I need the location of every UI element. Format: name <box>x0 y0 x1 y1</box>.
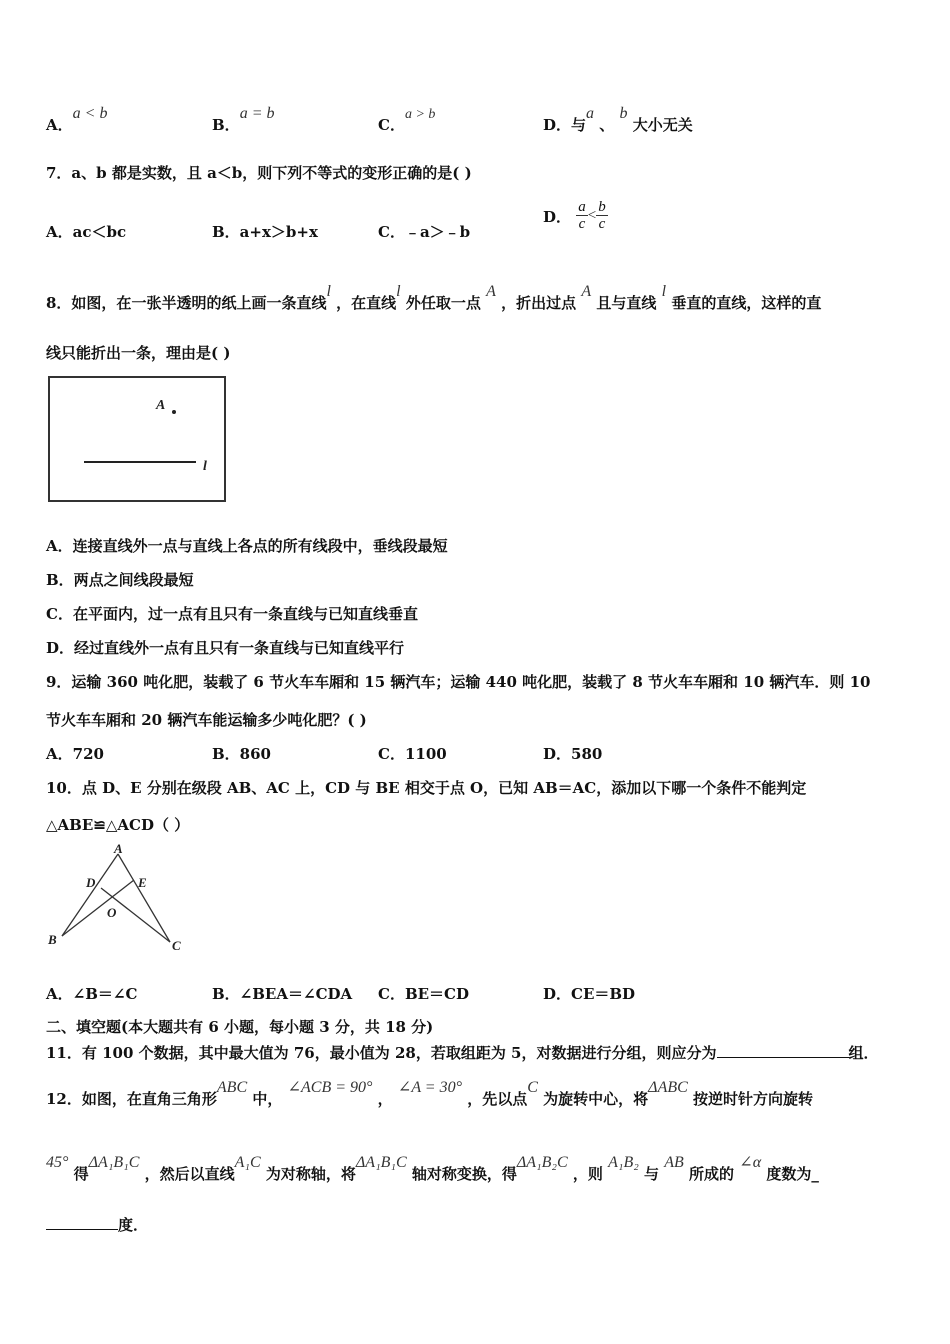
q10-option-d: D．CE＝BD <box>543 985 636 1003</box>
math-expr: ∠A = 30° <box>397 1079 462 1096</box>
math-expr: a < b <box>72 105 108 122</box>
label-a: A <box>114 842 123 856</box>
option-label: D．与 <box>543 116 587 134</box>
q6-option-a <box>46 105 108 135</box>
text: 度数为_ <box>766 1165 819 1183</box>
denominator: c <box>598 216 606 232</box>
math-expr: a > b <box>404 107 436 122</box>
math-var: A <box>486 283 496 300</box>
paper-border <box>49 377 225 501</box>
point-a <box>172 410 176 414</box>
label-b: B <box>48 932 57 947</box>
text: 与 <box>644 1165 660 1183</box>
q8-stem-line1 <box>46 283 822 313</box>
option-label: D． <box>543 207 572 226</box>
option-tail: 大小无关 <box>632 116 693 134</box>
line-l-label: l <box>203 459 207 474</box>
label-d: D <box>86 875 96 890</box>
math-expr: ΔA₁B₂C <box>516 1154 568 1171</box>
q12-stem-line1 <box>46 1079 814 1109</box>
label-o: O <box>107 905 117 920</box>
math-expr: AB <box>664 1154 684 1171</box>
text: 12．如图，在直角三角形 <box>46 1090 217 1108</box>
q8-option-a: A．连接直线外一点与直线上各点的所有线段中，垂线段最短 <box>46 537 448 555</box>
math-var: l <box>661 283 667 300</box>
fraction <box>576 199 588 232</box>
math-expr: ΔA₁B₁C <box>88 1154 140 1171</box>
text: 8．如图，在一张半透明的纸上画一条直线 <box>46 294 327 312</box>
text: 得 <box>73 1165 89 1183</box>
q9-option-a: A．720 <box>46 745 104 763</box>
answer-blank[interactable] <box>717 1043 849 1058</box>
q10-stem-line1: 10．点 D、E 分别在级段 AB、AC 上，CD 与 BE 相交于点 O，已知 AB＝AC，添加以下哪一个条件不能判定 <box>46 779 807 797</box>
operator: < <box>587 207 597 224</box>
label-c: C <box>172 938 181 953</box>
q9-stem-line1: 9．运输 360 吨化肥，装载了 6 节火车车厢和 15 辆汽车；运输 440 吨化肥，装载了 8 节火车车厢和 10 辆汽车．则 10 <box>46 673 871 691</box>
q12-stem-line3 <box>46 1214 148 1235</box>
text: 垂直的直线，这样的直 <box>671 294 822 312</box>
q12-stem-line2 <box>46 1154 819 1184</box>
text: ，则 <box>572 1165 603 1183</box>
q10-option-b: B．∠BEA＝∠CDA <box>212 985 353 1003</box>
q9-option-c: C．1100 <box>378 745 447 763</box>
math-var: a <box>586 105 595 122</box>
section-heading: 二、填空题(本大题共有 6 小题，每小题 3 分，共 18 分) <box>46 1018 434 1036</box>
denominator: c <box>578 216 586 232</box>
text: ，在直线 <box>336 294 397 312</box>
text: 为旋转中心，将 <box>543 1090 649 1108</box>
q7-option-c: C．﹣a＞﹣b <box>378 223 471 241</box>
text: 轴对称变换，得 <box>411 1165 517 1183</box>
text: 外任取一点 <box>405 294 481 312</box>
text: 为对称轴，将 <box>265 1165 356 1183</box>
q8-option-d: D．经过直线外一点有且只有一条直线与已知直线平行 <box>46 639 405 657</box>
q11-stem <box>46 1042 879 1063</box>
text: 中， <box>252 1090 283 1108</box>
q9-stem-line2: 节火车车厢和 20 辆汽车能运输多少吨化肥？( ) <box>46 711 367 729</box>
text: 11．有 100 个数据，其中最大值为 76，最小值为 28，若取组距为 5，对数据进行分组，则应分为 <box>46 1044 717 1062</box>
q7-option-a: A．ac＜bc <box>46 223 127 241</box>
math-expr: 45° <box>46 1154 69 1171</box>
text: ，折出过点 <box>501 294 577 312</box>
segment-be <box>62 880 134 936</box>
q7-option-d <box>543 199 608 232</box>
text: ， <box>377 1090 393 1108</box>
q10-figure <box>46 842 186 954</box>
math-expr: ΔABC <box>648 1079 688 1096</box>
q8-option-c: C．在平面内，过一点有且只有一条直线与已知直线垂直 <box>46 605 418 623</box>
math-var: b <box>619 105 628 122</box>
q8-option-b: B．两点之间线段最短 <box>46 571 194 589</box>
q8-stem-line2: 线只能折出一条，理由是( ) <box>46 344 231 362</box>
q10-stem-line2: △ABE≌△ACD（ ） <box>46 816 190 834</box>
q7-option-b: B．a+x＞b+x <box>212 223 318 241</box>
q9-option-b: B．860 <box>212 745 271 763</box>
q6-option-b <box>212 105 275 135</box>
separator: 、 <box>599 116 615 134</box>
text: 度． <box>118 1216 149 1234</box>
math-expr: A₁B₂ <box>608 1154 639 1171</box>
math-expr: ∠α <box>739 1154 762 1171</box>
fraction <box>596 199 608 232</box>
numerator: a <box>578 199 586 215</box>
q10-option-c: C．BE＝CD <box>378 985 469 1003</box>
q9-option-d: D．580 <box>543 745 603 763</box>
math-var: l <box>326 283 331 300</box>
math-expr: ∠ACB = 90° <box>287 1079 373 1096</box>
q6-option-c <box>378 107 436 135</box>
text: 组． <box>848 1044 879 1062</box>
option-label: B． <box>212 116 240 134</box>
option-label: C． <box>378 116 405 134</box>
text: ，然后以直线 <box>144 1165 235 1183</box>
math-expr: A₁C <box>234 1154 261 1171</box>
math-expr: ΔA₁B₁C <box>355 1154 407 1171</box>
segment-ac <box>118 854 170 942</box>
q6-option-d <box>543 105 693 135</box>
answer-blank[interactable] <box>46 1215 118 1230</box>
math-expr: a = b <box>239 105 275 122</box>
text: 且与直线 <box>596 294 657 312</box>
q8-figure <box>46 374 228 504</box>
q10-option-a: A．∠B＝∠C <box>46 985 138 1003</box>
text: 所成的 <box>689 1165 735 1183</box>
option-label: A． <box>46 116 73 134</box>
numerator: b <box>598 199 606 215</box>
math-var: A <box>581 283 592 300</box>
math-var: C <box>527 1079 538 1096</box>
text: 按逆时针方向旋转 <box>693 1090 814 1108</box>
label-e: E <box>138 875 147 890</box>
math-var: l <box>396 283 401 300</box>
math-expr: ABC <box>216 1079 248 1096</box>
point-a-label: A <box>156 398 166 413</box>
q7-stem: 7．a、b 都是实数，且 a＜b，则下列不等式的变形正确的是( ) <box>46 164 472 182</box>
text: ，先以点 <box>467 1090 528 1108</box>
